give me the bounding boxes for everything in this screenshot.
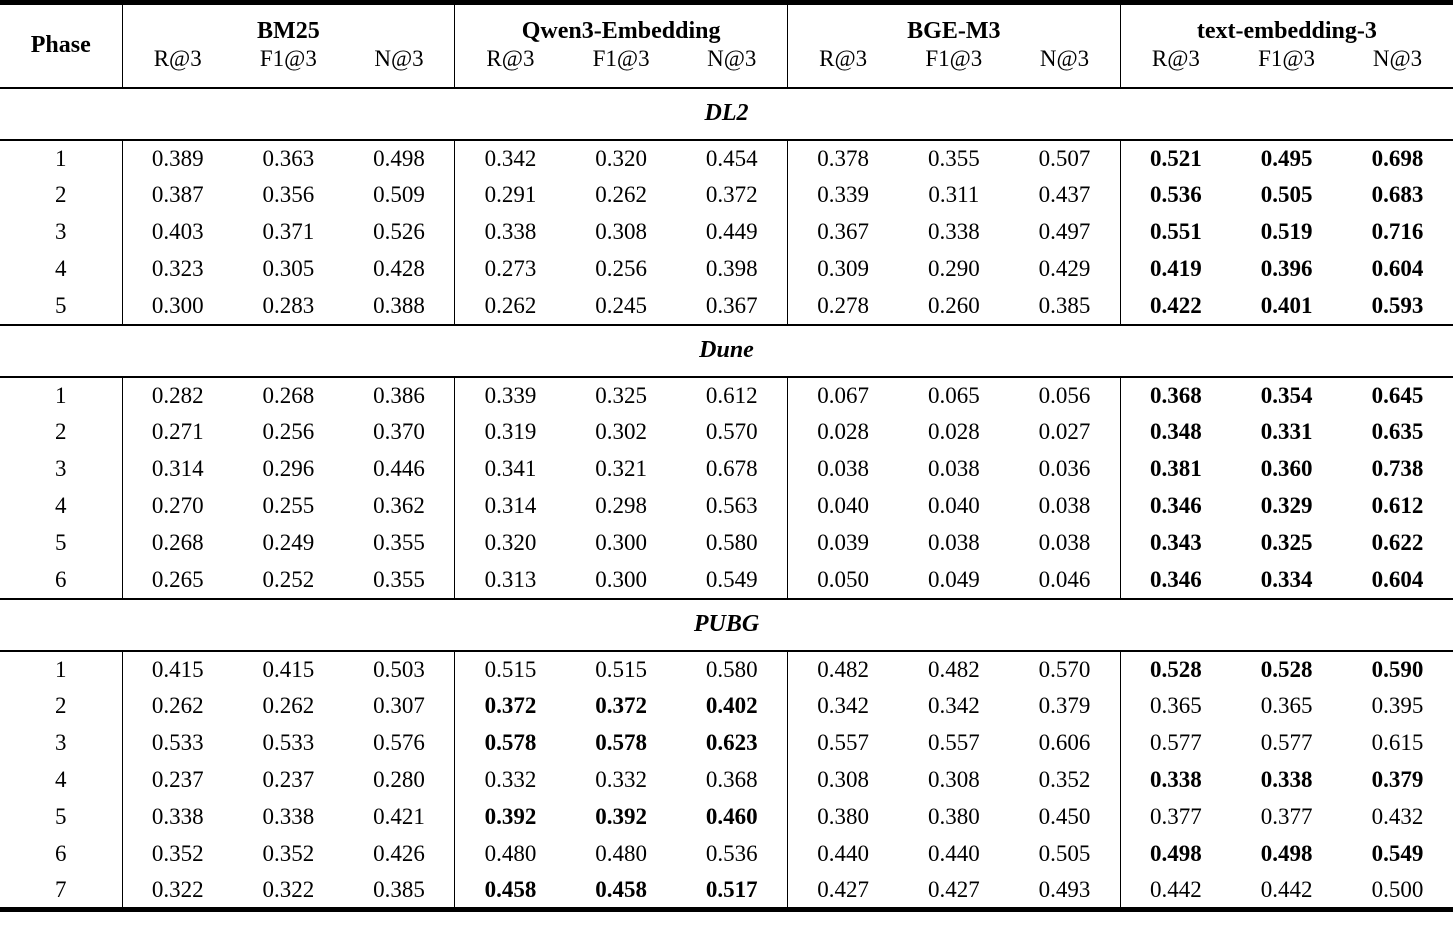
value-cell: 0.338 <box>151 804 204 829</box>
value-cell: 0.604 <box>1371 566 1424 592</box>
value-cell: 0.342 <box>484 145 537 171</box>
value-cell: 0.300 <box>595 566 647 592</box>
value-cell: 0.237 <box>151 767 204 792</box>
phase-cell: 4 <box>0 762 122 799</box>
value-cell: 0.426 <box>344 836 455 873</box>
value-cell: 0.067 <box>817 382 870 408</box>
value-cell: 0.428 <box>344 251 455 288</box>
value-cell: 0.290 <box>927 256 980 281</box>
value-cell: 0.449 <box>677 214 788 251</box>
value-cell: 0.482 <box>817 656 870 682</box>
value-cell: 0.332 <box>595 767 647 792</box>
value-cell: 0.331 <box>1260 419 1313 444</box>
value-cell: 0.365 <box>1260 693 1313 718</box>
value-cell: 0.403 <box>151 219 204 244</box>
group-header-bm25: BM25 <box>122 3 455 46</box>
value-cell: 0.265 <box>151 566 204 592</box>
value-cell: 0.298 <box>595 493 647 518</box>
value-cell: 0.368 <box>677 762 788 799</box>
value-cell: 0.570 <box>1009 651 1120 688</box>
phase-cell: 6 <box>0 836 122 873</box>
value-cell: 0.283 <box>262 292 315 318</box>
table-row <box>0 562 1453 599</box>
value-cell: 0.040 <box>927 493 980 518</box>
value-cell: 0.038 <box>927 456 980 481</box>
value-cell: 0.440 <box>927 841 980 866</box>
value-cell: 0.322 <box>262 876 315 902</box>
value-cell: 0.437 <box>1009 177 1120 214</box>
value-cell: 0.300 <box>151 292 204 318</box>
value-cell: 0.249 <box>262 530 315 555</box>
value-cell: 0.612 <box>1371 493 1424 518</box>
value-cell: 0.255 <box>262 493 315 518</box>
phase-cell: 5 <box>0 288 122 325</box>
phase-cell: 4 <box>0 488 122 525</box>
value-cell: 0.065 <box>927 382 980 408</box>
value-cell: 0.291 <box>484 182 537 207</box>
metric-header: R@3 <box>1120 46 1231 88</box>
value-cell: 0.355 <box>344 562 455 599</box>
value-cell: 0.296 <box>262 456 315 481</box>
value-cell: 0.338 <box>1260 767 1313 792</box>
value-cell: 0.380 <box>817 804 870 829</box>
value-cell: 0.252 <box>262 566 315 592</box>
value-cell: 0.027 <box>1009 414 1120 451</box>
value-cell: 0.308 <box>817 767 870 792</box>
table-row <box>0 488 1453 525</box>
value-cell: 0.355 <box>344 525 455 562</box>
section-row-dune <box>0 325 1453 377</box>
value-cell: 0.348 <box>1150 419 1202 444</box>
table-row <box>0 688 1453 725</box>
value-cell: 0.329 <box>1260 493 1313 518</box>
table-header <box>0 3 1453 88</box>
value-cell: 0.319 <box>484 419 537 444</box>
value-cell: 0.429 <box>1009 251 1120 288</box>
value-cell: 0.377 <box>1260 804 1313 829</box>
value-cell: 0.040 <box>817 493 870 518</box>
table-row <box>0 177 1453 214</box>
table-row <box>0 651 1453 688</box>
phase-cell: 1 <box>0 377 122 414</box>
value-cell: 0.338 <box>484 219 537 244</box>
value-cell: 0.503 <box>344 651 455 688</box>
value-cell: 0.458 <box>595 876 647 902</box>
value-cell: 0.421 <box>344 799 455 836</box>
value-cell: 0.379 <box>1371 767 1424 792</box>
value-cell: 0.454 <box>677 140 788 177</box>
value-cell: 0.367 <box>817 219 870 244</box>
value-cell: 0.325 <box>595 382 647 408</box>
table-row <box>0 873 1453 910</box>
value-cell: 0.352 <box>1009 762 1120 799</box>
table-row <box>0 251 1453 288</box>
phase-cell: 7 <box>0 873 122 910</box>
value-cell: 0.577 <box>1260 730 1313 755</box>
value-cell: 0.300 <box>595 530 647 555</box>
value-cell: 0.378 <box>817 145 870 171</box>
value-cell: 0.314 <box>484 493 537 518</box>
value-cell: 0.509 <box>344 177 455 214</box>
section-title: Dune <box>0 325 1453 377</box>
value-cell: 0.370 <box>344 414 455 451</box>
value-cell: 0.683 <box>1371 182 1424 207</box>
value-cell: 0.262 <box>484 292 537 318</box>
value-cell: 0.379 <box>1009 688 1120 725</box>
value-cell: 0.515 <box>595 656 647 682</box>
value-cell: 0.578 <box>595 730 647 755</box>
value-cell: 0.334 <box>1260 566 1313 592</box>
value-cell: 0.635 <box>1371 419 1424 444</box>
value-cell: 0.262 <box>262 693 315 718</box>
value-cell: 0.038 <box>1009 525 1120 562</box>
value-cell: 0.380 <box>927 804 980 829</box>
value-cell: 0.352 <box>151 841 204 866</box>
phase-cell: 4 <box>0 251 122 288</box>
metric-header: R@3 <box>455 46 566 88</box>
metric-header: N@3 <box>344 46 455 88</box>
value-cell: 0.038 <box>927 530 980 555</box>
value-cell: 0.338 <box>927 219 980 244</box>
value-cell: 0.738 <box>1371 456 1424 481</box>
value-cell: 0.342 <box>927 693 980 718</box>
value-cell: 0.260 <box>927 292 980 318</box>
value-cell: 0.422 <box>1150 292 1202 318</box>
value-cell: 0.342 <box>817 693 870 718</box>
value-cell: 0.401 <box>1260 292 1313 318</box>
value-cell: 0.372 <box>595 693 647 718</box>
value-cell: 0.498 <box>1150 841 1202 866</box>
value-cell: 0.367 <box>677 288 788 325</box>
value-cell: 0.480 <box>595 841 647 866</box>
value-cell: 0.533 <box>262 730 315 755</box>
value-cell: 0.482 <box>927 656 980 682</box>
value-cell: 0.622 <box>1371 530 1424 555</box>
value-cell: 0.363 <box>262 145 315 171</box>
value-cell: 0.282 <box>151 382 204 408</box>
value-cell: 0.493 <box>1009 873 1120 910</box>
value-cell: 0.500 <box>1371 876 1424 902</box>
value-cell: 0.498 <box>344 140 455 177</box>
value-cell: 0.338 <box>262 804 315 829</box>
value-cell: 0.576 <box>344 725 455 762</box>
value-cell: 0.386 <box>344 377 455 414</box>
value-cell: 0.480 <box>484 841 537 866</box>
group-header-bge-m3: BGE-M3 <box>787 3 1120 46</box>
value-cell: 0.308 <box>927 767 980 792</box>
value-cell: 0.577 <box>1150 730 1202 755</box>
value-cell: 0.402 <box>677 688 788 725</box>
section-row-dl2 <box>0 88 1453 140</box>
value-cell: 0.590 <box>1371 656 1424 682</box>
value-cell: 0.028 <box>817 419 870 444</box>
table-body <box>0 88 1453 910</box>
metric-header: N@3 <box>677 46 788 88</box>
value-cell: 0.038 <box>817 456 870 481</box>
table-row <box>0 140 1453 177</box>
table-row <box>0 214 1453 251</box>
value-cell: 0.343 <box>1150 530 1202 555</box>
phase-cell: 2 <box>0 688 122 725</box>
value-cell: 0.497 <box>1009 214 1120 251</box>
phase-cell: 1 <box>0 140 122 177</box>
value-cell: 0.038 <box>1009 488 1120 525</box>
phase-cell: 6 <box>0 562 122 599</box>
value-cell: 0.442 <box>1260 876 1313 902</box>
value-cell: 0.346 <box>1150 566 1202 592</box>
value-cell: 0.612 <box>677 377 788 414</box>
value-cell: 0.517 <box>677 873 788 910</box>
metric-header: F1@3 <box>233 46 344 88</box>
value-cell: 0.050 <box>817 566 870 592</box>
metric-header: N@3 <box>1342 46 1453 88</box>
value-cell: 0.606 <box>1009 725 1120 762</box>
value-cell: 0.549 <box>1371 841 1424 866</box>
value-cell: 0.604 <box>1371 256 1424 281</box>
value-cell: 0.528 <box>1150 656 1202 682</box>
value-cell: 0.549 <box>677 562 788 599</box>
metric-header: R@3 <box>122 46 233 88</box>
section-title: DL2 <box>0 88 1453 140</box>
value-cell: 0.415 <box>151 656 204 682</box>
value-cell: 0.355 <box>927 145 980 171</box>
value-cell: 0.440 <box>817 841 870 866</box>
value-cell: 0.256 <box>262 419 315 444</box>
phase-cell: 5 <box>0 525 122 562</box>
value-cell: 0.645 <box>1371 382 1424 408</box>
value-cell: 0.338 <box>1150 767 1202 792</box>
value-cell: 0.368 <box>1150 382 1202 408</box>
value-cell: 0.339 <box>817 182 870 207</box>
value-cell: 0.309 <box>817 256 870 281</box>
value-cell: 0.305 <box>262 256 315 281</box>
value-cell: 0.507 <box>1009 140 1120 177</box>
value-cell: 0.365 <box>1150 693 1202 718</box>
metric-header: R@3 <box>787 46 898 88</box>
value-cell: 0.362 <box>344 488 455 525</box>
value-cell: 0.505 <box>1009 836 1120 873</box>
value-cell: 0.271 <box>151 419 204 444</box>
value-cell: 0.256 <box>595 256 647 281</box>
value-cell: 0.432 <box>1371 804 1424 829</box>
value-cell: 0.557 <box>817 730 870 755</box>
value-cell: 0.308 <box>595 219 647 244</box>
table-row <box>0 451 1453 488</box>
value-cell: 0.049 <box>927 566 980 592</box>
value-cell: 0.419 <box>1150 256 1202 281</box>
header-row-metrics <box>0 46 1453 88</box>
value-cell: 0.396 <box>1260 256 1313 281</box>
value-cell: 0.536 <box>1150 182 1202 207</box>
value-cell: 0.389 <box>151 145 204 171</box>
metric-header: N@3 <box>1009 46 1120 88</box>
metric-header: F1@3 <box>566 46 677 88</box>
value-cell: 0.563 <box>677 488 788 525</box>
phase-cell: 1 <box>0 651 122 688</box>
value-cell: 0.245 <box>595 292 647 318</box>
value-cell: 0.528 <box>1260 656 1313 682</box>
value-cell: 0.398 <box>677 251 788 288</box>
value-cell: 0.341 <box>484 456 537 481</box>
value-cell: 0.377 <box>1150 804 1202 829</box>
value-cell: 0.314 <box>151 456 204 481</box>
value-cell: 0.427 <box>817 876 870 902</box>
value-cell: 0.046 <box>1009 562 1120 599</box>
value-cell: 0.593 <box>1371 292 1424 318</box>
value-cell: 0.352 <box>262 841 315 866</box>
value-cell: 0.460 <box>677 799 788 836</box>
phase-cell: 3 <box>0 725 122 762</box>
section-row-pubg <box>0 599 1453 651</box>
group-header-qwen3-embedding: Qwen3-Embedding <box>455 3 788 46</box>
value-cell: 0.505 <box>1260 182 1313 207</box>
value-cell: 0.698 <box>1371 145 1424 171</box>
value-cell: 0.578 <box>484 730 537 755</box>
value-cell: 0.385 <box>1009 288 1120 325</box>
value-cell: 0.371 <box>262 219 315 244</box>
value-cell: 0.580 <box>677 525 788 562</box>
phase-cell: 5 <box>0 799 122 836</box>
value-cell: 0.313 <box>484 566 537 592</box>
value-cell: 0.526 <box>344 214 455 251</box>
value-cell: 0.498 <box>1260 841 1313 866</box>
value-cell: 0.346 <box>1150 493 1202 518</box>
value-cell: 0.311 <box>928 182 980 207</box>
table-row <box>0 414 1453 451</box>
metric-header: F1@3 <box>898 46 1009 88</box>
value-cell: 0.325 <box>1260 530 1313 555</box>
value-cell: 0.320 <box>595 145 647 171</box>
value-cell: 0.036 <box>1009 451 1120 488</box>
value-cell: 0.442 <box>1150 876 1202 902</box>
value-cell: 0.495 <box>1260 145 1313 171</box>
value-cell: 0.307 <box>344 688 455 725</box>
value-cell: 0.268 <box>262 382 315 408</box>
value-cell: 0.372 <box>484 693 537 718</box>
value-cell: 0.551 <box>1150 219 1202 244</box>
value-cell: 0.580 <box>677 651 788 688</box>
value-cell: 0.385 <box>344 873 455 910</box>
value-cell: 0.388 <box>344 288 455 325</box>
phase-cell: 3 <box>0 451 122 488</box>
value-cell: 0.515 <box>484 656 537 682</box>
table-row <box>0 836 1453 873</box>
value-cell: 0.278 <box>817 292 870 318</box>
phase-cell: 2 <box>0 414 122 451</box>
value-cell: 0.536 <box>677 836 788 873</box>
header-row-groups <box>0 3 1453 46</box>
value-cell: 0.028 <box>927 419 980 444</box>
section-title: PUBG <box>0 599 1453 651</box>
value-cell: 0.356 <box>262 182 315 207</box>
value-cell: 0.372 <box>677 177 788 214</box>
value-cell: 0.302 <box>595 419 647 444</box>
value-cell: 0.519 <box>1260 219 1313 244</box>
value-cell: 0.322 <box>151 876 204 902</box>
value-cell: 0.623 <box>677 725 788 762</box>
value-cell: 0.237 <box>262 767 315 792</box>
value-cell: 0.615 <box>1371 730 1424 755</box>
value-cell: 0.262 <box>595 182 647 207</box>
value-cell: 0.262 <box>151 693 204 718</box>
table-row <box>0 525 1453 562</box>
value-cell: 0.570 <box>677 414 788 451</box>
value-cell: 0.395 <box>1371 693 1424 718</box>
value-cell: 0.056 <box>1009 377 1120 414</box>
value-cell: 0.450 <box>1009 799 1120 836</box>
value-cell: 0.392 <box>484 804 537 829</box>
value-cell: 0.533 <box>151 730 204 755</box>
value-cell: 0.678 <box>677 451 788 488</box>
table-row <box>0 799 1453 836</box>
value-cell: 0.321 <box>595 456 647 481</box>
value-cell: 0.320 <box>484 530 537 555</box>
value-cell: 0.039 <box>817 530 870 555</box>
value-cell: 0.557 <box>927 730 980 755</box>
value-cell: 0.332 <box>484 767 537 792</box>
value-cell: 0.381 <box>1150 456 1202 481</box>
value-cell: 0.521 <box>1150 145 1202 171</box>
table-row <box>0 762 1453 799</box>
value-cell: 0.415 <box>262 656 315 682</box>
phase-cell: 3 <box>0 214 122 251</box>
value-cell: 0.360 <box>1260 456 1313 481</box>
group-header-text-embedding-3: text-embedding-3 <box>1196 17 1377 44</box>
value-cell: 0.323 <box>151 256 204 281</box>
table-row <box>0 288 1453 325</box>
value-cell: 0.458 <box>484 876 537 902</box>
value-cell: 0.270 <box>151 493 204 518</box>
value-cell: 0.280 <box>344 762 455 799</box>
value-cell: 0.339 <box>484 382 537 408</box>
table-row <box>0 725 1453 762</box>
value-cell: 0.354 <box>1260 382 1313 408</box>
metric-header: F1@3 <box>1231 46 1342 88</box>
value-cell: 0.387 <box>151 182 204 207</box>
value-cell: 0.273 <box>484 256 537 281</box>
value-cell: 0.716 <box>1371 219 1424 244</box>
value-cell: 0.268 <box>151 530 204 555</box>
value-cell: 0.427 <box>927 876 980 902</box>
table-row <box>0 377 1453 414</box>
phase-cell: 2 <box>0 177 122 214</box>
phase-column-header: Phase <box>0 3 122 88</box>
value-cell: 0.392 <box>595 804 647 829</box>
value-cell: 0.446 <box>344 451 455 488</box>
